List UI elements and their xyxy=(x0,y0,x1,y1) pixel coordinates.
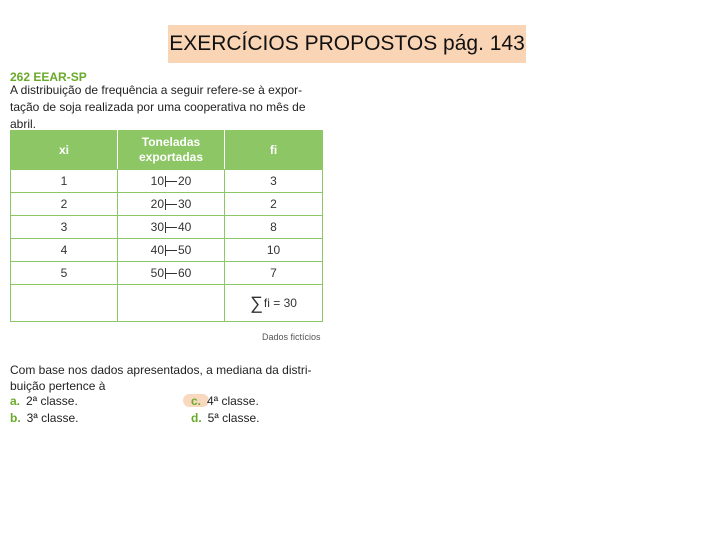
statement-line-2: tação de soja realizada por uma cooperativa no mês de abril. xyxy=(10,100,306,131)
cell-interval: 50 60 xyxy=(118,262,225,285)
cell-interval: 30 40 xyxy=(118,216,225,239)
option-c[interactable]: c. 4ª classe. xyxy=(191,394,259,408)
frequency-table xyxy=(10,130,323,322)
table-sum-row xyxy=(11,285,323,322)
header-xi: xi xyxy=(11,131,118,170)
table-header-row xyxy=(11,131,323,170)
prompt-line-2: buição pertence à xyxy=(10,379,106,393)
table-note: Dados fictícios xyxy=(262,332,321,342)
cell-x: 3 xyxy=(11,216,118,239)
sum-value: = 30 xyxy=(273,296,297,310)
table-row xyxy=(11,239,323,262)
table-row xyxy=(11,262,323,285)
slide-title xyxy=(168,25,526,63)
question-prompt xyxy=(10,362,328,394)
table-row xyxy=(11,170,323,193)
option-b[interactable]: b. 3ª classe. xyxy=(10,411,79,425)
option-a[interactable]: a. 2ª classe. xyxy=(10,394,78,408)
sum-cell xyxy=(225,285,323,322)
sum-var: fi xyxy=(263,296,270,310)
cell-x: 1 xyxy=(11,170,118,193)
cell-f: 2 xyxy=(225,193,323,216)
cell-x: 5 xyxy=(11,262,118,285)
table-row xyxy=(11,216,323,239)
header-tons: Toneladas exportadas xyxy=(118,131,225,170)
cell-interval: 10 20 xyxy=(118,170,225,193)
cell-x: 2 xyxy=(11,193,118,216)
statement-line-1: A distribuição de frequência a seguir refere-se à expor- xyxy=(10,83,303,97)
question-statement xyxy=(10,82,328,133)
interval-bracket-icon xyxy=(165,181,177,182)
cell-x: 4 xyxy=(11,239,118,262)
cell-interval: 40 50 xyxy=(118,239,225,262)
sigma-icon: ∑ xyxy=(250,292,263,313)
question-source: EEAR-SP xyxy=(33,70,87,84)
cell-interval: 20 30 xyxy=(118,193,225,216)
interval-bracket-icon xyxy=(165,273,177,274)
interval-bracket-icon xyxy=(165,250,177,251)
sum-empty-cell xyxy=(118,285,225,322)
table-row xyxy=(11,193,323,216)
sum-empty-cell xyxy=(11,285,118,322)
cell-f: 7 xyxy=(225,262,323,285)
cell-f: 3 xyxy=(225,170,323,193)
interval-bracket-icon xyxy=(165,204,177,205)
question-number: 262 xyxy=(10,70,31,84)
slide-title-text: EXERCÍCIOS PROPOSTOS pág. 143 xyxy=(169,32,525,55)
cell-f: 10 xyxy=(225,239,323,262)
interval-bracket-icon xyxy=(165,227,177,228)
header-fi: fi xyxy=(225,131,323,170)
cell-f: 8 xyxy=(225,216,323,239)
option-d[interactable]: d. 5ª classe. xyxy=(191,411,260,425)
prompt-line-1: Com base nos dados apresentados, a mediana da distri- xyxy=(10,363,312,377)
